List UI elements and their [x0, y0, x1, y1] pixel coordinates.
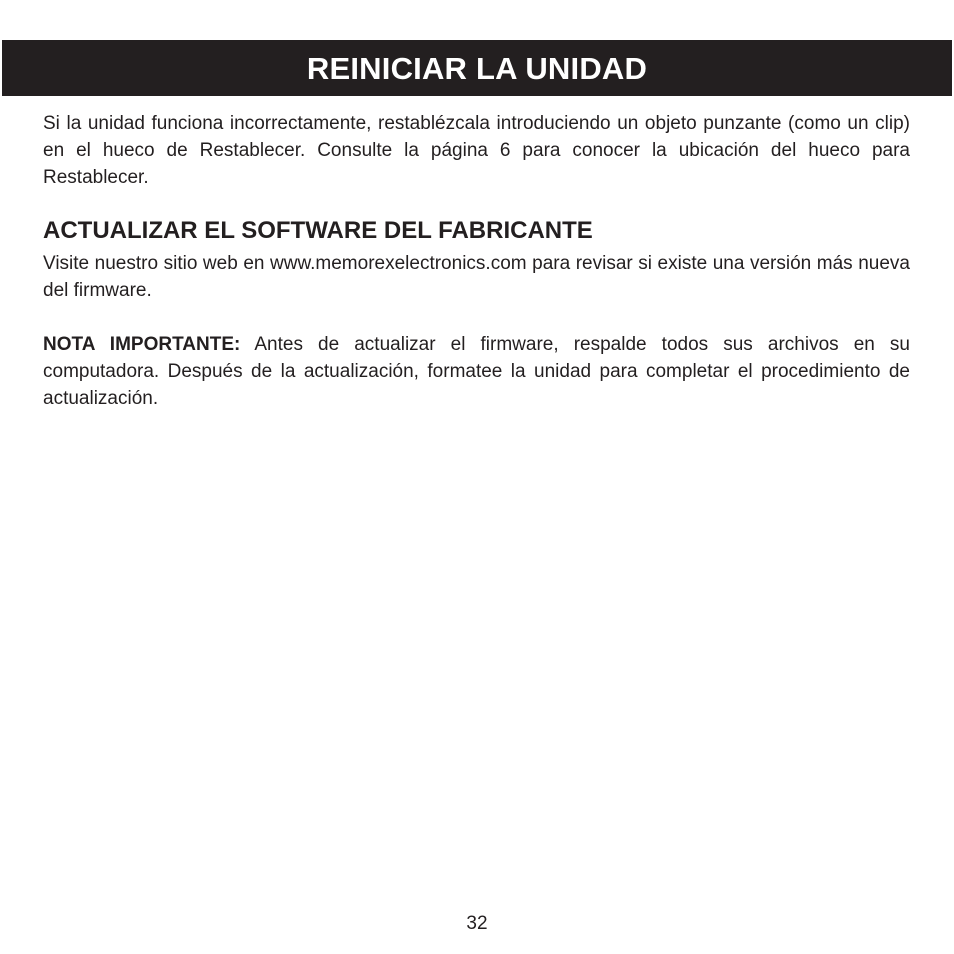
main-content [43, 110, 911, 409]
important-note [43, 331, 910, 412]
important-note-label: NOTA IMPORTANTE: [43, 334, 241, 355]
page-title: REINICIAR LA UNIDAD [306, 50, 648, 86]
firmware-heading: ACTUALIZAR EL SOFTWARE DEL FABRICANTE [43, 217, 593, 244]
reset-instructions: Si la unidad funciona incorrectamente, restablézcala introduciendo un objeto punzante (como un clip) en el hueco de Restablecer. Consulte la página 6 para conocer la ubicación del hueco para Restablecer. [43, 113, 910, 188]
page-number: 32 [466, 913, 488, 934]
title-banner [2, 40, 952, 96]
important-note-text: Antes de actualizar el firmware, respalde todos sus archivos en su computadora. Después de la actualización, formatee la unidad para completar el procedimiento de actualización. [43, 334, 911, 409]
firmware-instructions: Visite nuestro sitio web en www.memorexelectronics.com para revisar si existe una versión más nueva del firmware. [43, 253, 910, 301]
